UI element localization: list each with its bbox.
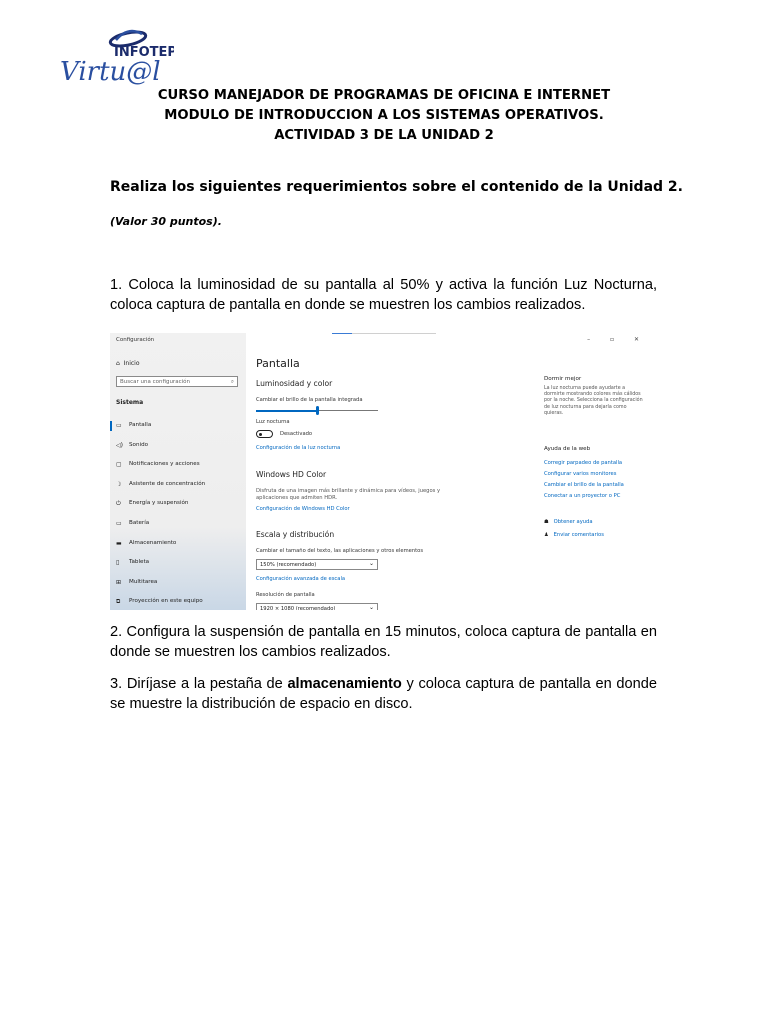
night-light-link: Configuración de la luz nocturna [256,445,341,451]
resolution-select [256,603,378,610]
sidebar-item [110,436,246,456]
sidebar-item-label: Almacenamiento [129,539,177,546]
feedback-link: ♟ Enviar comentarios [544,532,604,538]
nav-icon: ▯ [116,559,120,567]
section-title: Sistema [116,399,144,406]
panel-title: Pantalla [256,357,300,370]
instruction-text: Realiza los siguientes requerimientos sobre el contenido de la Unidad 2. [110,179,683,195]
feedback-icon: ♟ [544,532,549,538]
nav-icon: ▭ [116,519,122,527]
requirement-2: 2. Configura la suspensión de pantalla en 15 minutos, coloca captura de pantalla en donde se muestren los cambios realizados. [110,624,657,660]
nav-icon: ☽ [116,480,122,488]
brightness-slider-thumb [316,406,319,415]
get-help-link: ☗ Obtener ayuda [544,519,593,525]
sidebar-item-label: Notificaciones y acciones [129,461,200,468]
document-heading [0,86,768,146]
sidebar-item [110,416,246,436]
sidebar-item-label: Multitarea [129,578,158,585]
window-controls: – ▫ ✕ [587,336,648,343]
sidebar-item [110,573,246,593]
hd-color-description: Disfruta de una imagen más brillante y dinámica para vídeos, juegos y aplicaciones que admiten HDR. [256,488,441,501]
hd-color-link: Configuración de Windows HD Color [256,506,350,512]
night-light-label: Luz nocturna [256,419,290,425]
settings-screenshot [110,333,656,610]
sidebar-item [110,514,246,534]
heading-course: CURSO MANEJADOR DE PROGRAMAS DE OFICINA E INTERNET [157,88,611,103]
settings-sidebar [110,333,246,610]
display-settings-panel [256,333,526,610]
scale-heading: Escala y distribución [256,530,335,539]
nav-icon: ⏻ [116,500,121,508]
requirement-3: 3. Diríjase a la pestaña de almacenamiento y coloca captura de pantalla en donde se muestre la distribución de espacio en disco. [110,676,657,712]
sidebar-item-label: Sonido [129,441,149,448]
brightness-heading: Luminosidad y color [256,379,333,388]
nav-icon: ⊞ [116,578,122,586]
heading-activity: ACTIVIDAD 3 DE LA UNIDAD 2 [274,128,494,143]
window-title: Configuración [116,337,155,343]
svg-text:Virtu@l: Virtu@l [60,57,161,87]
resolution-label: Resolución de pantalla [256,592,315,598]
resolution-value: 1920 × 1080 (recomendado) [260,606,336,610]
sidebar-item [110,534,246,554]
chat-icon: ☗ [544,519,549,525]
valor-text: (Valor 30 puntos). [110,215,222,228]
search-placeholder: Buscar una configuración [120,379,190,385]
scale-label: Cambiar el tamaño del texto, las aplicaciones y otros elementos [256,548,424,554]
chevron-down-icon: ⌄ [368,604,374,610]
help-link: Configurar varios monitores [544,471,617,477]
home-label: Inicio [123,360,140,367]
brightness-label: Cambiar el brillo de la pantalla integrada [256,397,363,403]
related-panel [544,333,656,610]
help-link: Cambiar el brillo de la pantalla [544,482,624,488]
nav-icon: ◁) [116,441,123,449]
sleep-heading: Dormir mejor [544,376,582,382]
chevron-down-icon: ⌄ [368,560,374,567]
help-link: Corregir parpadeo de pantalla [544,460,623,466]
sidebar-item-label: Pantalla [129,422,152,428]
sidebar-item [110,553,246,573]
nav-icon: ▢ [116,461,122,469]
requirement-1: 1. Coloca la luminosidad de su pantalla al 50% y activa la función Luz Nocturna, coloca captura de pantalla en donde se muestren los cambios realizados. [110,277,657,313]
brightness-slider [256,410,378,411]
sidebar-item [110,455,246,475]
hd-color-heading: Windows HD Color [256,470,327,479]
settings-nav [110,416,246,610]
heading-module: MODULO DE INTRODUCCION A LOS SISTEMAS OPERATIVOS. [164,108,604,123]
advanced-scale-link: Configuración avanzada de escala [256,576,346,582]
svg-text:INFOTEP: INFOTEP [114,45,174,60]
storage-keyword: almacenamiento [287,676,402,692]
night-light-state: Desactivado [280,431,313,437]
sidebar-item-label: Asistente de concentración [129,480,206,487]
home-item [116,360,140,367]
sidebar-item-label: Energía y suspensión [129,500,189,507]
sidebar-item [110,592,246,610]
sidebar-item [110,475,246,495]
sidebar-item [110,494,246,514]
scale-select [256,559,378,570]
nav-icon: ⧉ [116,598,121,606]
night-light-toggle [256,430,273,438]
nav-icon: ▬ [116,539,122,547]
help-heading: Ayuda de la web [544,446,591,452]
sleep-description: La luz nocturna puede ayudarte a dormirte mostrando colores más cálidos por la noche. Selecciona la configuración de luz nocturna para dejarla como quieras. [544,386,643,416]
settings-search-input [116,376,238,387]
sidebar-item-label: Proyección en este equipo [129,598,203,605]
infotep-virtual-logo [56,26,174,88]
scale-value: 150% (recomendado) [260,562,317,568]
search-icon: ⌕ [230,379,234,385]
brightness-slider-fill [256,410,317,412]
home-icon: ⌂ [116,360,120,367]
nav-icon: ▭ [116,422,122,429]
sidebar-item-label: Tableta [129,559,150,566]
help-link: Conectar a un proyector o PC [544,493,621,499]
sidebar-item-label: Batería [129,519,150,526]
